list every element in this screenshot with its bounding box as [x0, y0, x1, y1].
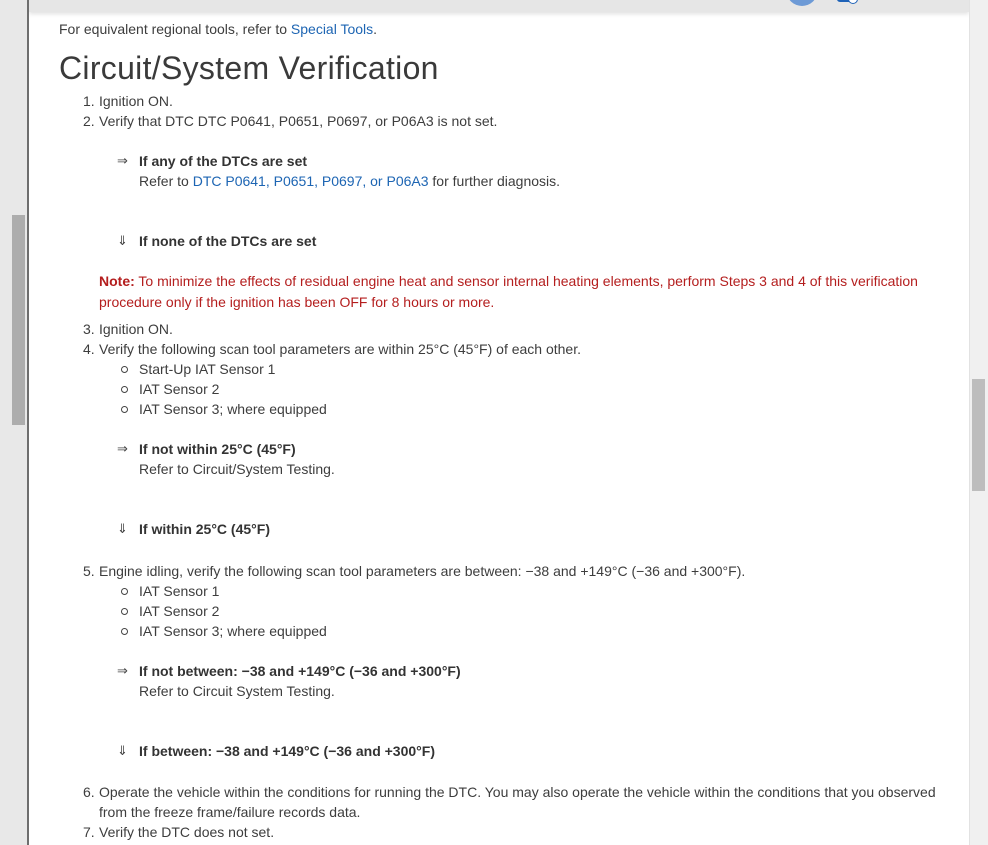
- step-1: [59, 91, 959, 111]
- param-item: [59, 581, 959, 601]
- branch-title: If any of the DTCs are set: [139, 153, 308, 169]
- step-4: [59, 339, 959, 359]
- note-label: Note:: [99, 273, 135, 289]
- circle-bullet-icon: [121, 406, 128, 413]
- note-block: [59, 271, 959, 313]
- param-item: [59, 621, 959, 641]
- branch-title: If within 25°C (45°F): [139, 521, 270, 537]
- info-icon[interactable]: [837, 0, 853, 2]
- step-text: Ignition ON.: [99, 93, 173, 109]
- step-text: Operate the vehicle within the conditions for running the DTC. You may also operate the vehicle within the conditions that you observed from the freeze frame/failure records data.: [99, 784, 936, 820]
- step-text: Verify the DTC does not set.: [99, 824, 275, 840]
- branch-body: Refer to Circuit System Testing.: [139, 683, 335, 699]
- right-arrow-icon: ⇒: [117, 153, 128, 168]
- step-number: 1.: [83, 93, 95, 109]
- param-item: [59, 601, 959, 621]
- branch-title: If not within 25°C (45°F): [139, 441, 296, 457]
- branch-within: [59, 519, 959, 539]
- circle-bullet-icon: [121, 386, 128, 393]
- branch-body: Refer to Circuit/System Testing.: [139, 461, 335, 477]
- param-text: IAT Sensor 2: [139, 603, 220, 619]
- branch-dtcs-set: [59, 151, 959, 191]
- param-item: [59, 379, 959, 399]
- step-text: Verify the following scan tool parameters are within 25°C (45°F) of each other.: [99, 341, 581, 357]
- branch-text-suffix: for further diagnosis.: [428, 173, 561, 189]
- top-toolbar: [29, 0, 969, 12]
- step-text: Verify that DTC DTC P0641, P0651, P0697, or P06A3 is not set.: [99, 113, 498, 129]
- param-text: Start-Up IAT Sensor 1: [139, 361, 276, 377]
- param-item: [59, 399, 959, 419]
- branch-body: [139, 171, 959, 191]
- step-number: 2.: [83, 113, 95, 129]
- branch-title: If not between: −38 and +149°C (−36 and +300°F): [139, 663, 461, 679]
- step-number: 7.: [83, 824, 95, 840]
- step-text: Engine idling, verify the following scan tool parameters are between: −38 and +149°C (−36 and +300°F).: [99, 563, 746, 579]
- param-item: [59, 359, 959, 379]
- param-text: IAT Sensor 3; where equipped: [139, 401, 327, 417]
- step-6: [59, 782, 959, 822]
- scrollbar-thumb[interactable]: [972, 379, 985, 491]
- section-title: Circuit/System Verification: [59, 50, 439, 86]
- document-panel: [29, 0, 969, 845]
- note-text: To minimize the effects of residual engine heat and sensor internal heating elements, perform Steps 3 and 4 of this verification procedure only if the ignition has been OFF for 8 hours or more.: [99, 273, 918, 310]
- outer-scrollbar-thumb[interactable]: [12, 215, 25, 425]
- user-avatar-icon[interactable]: [787, 0, 817, 6]
- branch-not-within: [59, 439, 959, 479]
- branch-title: If between: −38 and +149°C (−36 and +300°F): [139, 743, 435, 759]
- down-arrow-icon: ⇓: [117, 233, 128, 248]
- special-tools-link[interactable]: Special Tools: [290, 21, 374, 37]
- step-number: 4.: [83, 341, 95, 357]
- step-5: [59, 561, 959, 581]
- branch-between: [59, 741, 959, 761]
- down-arrow-icon: ⇓: [117, 521, 128, 536]
- branch-title: If none of the DTCs are set: [139, 233, 317, 249]
- branch-dtcs-not-set: [59, 231, 959, 251]
- intro-suffix: .: [373, 21, 378, 37]
- down-arrow-icon: ⇓: [117, 743, 128, 758]
- branch-not-between: [59, 661, 959, 701]
- branch-text: Refer to: [139, 173, 193, 189]
- step-number: 6.: [83, 784, 95, 800]
- circle-bullet-icon: [121, 608, 128, 615]
- document-content: [59, 19, 959, 842]
- step-2: [59, 111, 959, 131]
- right-arrow-icon: ⇒: [117, 663, 128, 678]
- intro-text: For equivalent regional tools, refer to: [59, 21, 291, 37]
- step-text: Ignition ON.: [99, 321, 173, 337]
- param-text: IAT Sensor 2: [139, 381, 220, 397]
- circle-bullet-icon: [121, 628, 128, 635]
- circle-bullet-icon: [121, 588, 128, 595]
- dtc-link[interactable]: DTC P0641, P0651, P0697, or P06A3: [192, 173, 429, 189]
- param-text: IAT Sensor 3; where equipped: [139, 623, 327, 639]
- intro-line: [59, 19, 959, 39]
- right-arrow-icon: ⇒: [117, 441, 128, 456]
- param-text: IAT Sensor 1: [139, 583, 220, 599]
- step-number: 5.: [83, 563, 95, 579]
- circle-bullet-icon: [121, 366, 128, 373]
- step-3: [59, 319, 959, 339]
- step-7: [59, 822, 959, 842]
- step-number: 3.: [83, 321, 95, 337]
